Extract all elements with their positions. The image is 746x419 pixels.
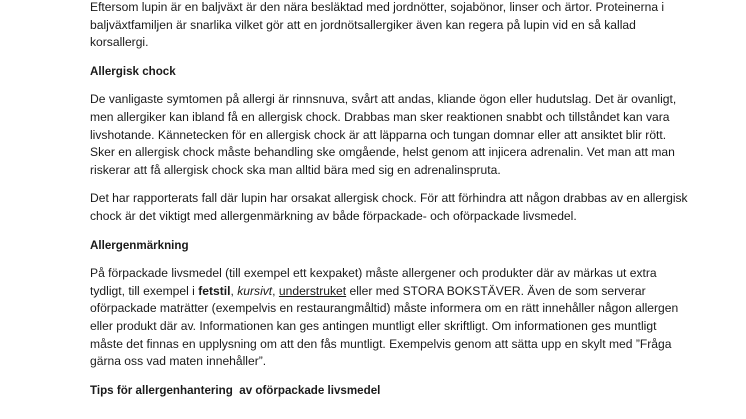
text-line: De vanligaste symtomen på allergi är rinnsnuva, svårt att andas, kliande ögon eller hudutslag. Det är ovanligt, — [90, 92, 677, 107]
text-line: oförpackade maträtter (exempelvis en restaurangmåltid) måste informera om en rätt innehåller någon allergen — [90, 301, 679, 316]
text-segment: tydligt, till exempel i — [90, 283, 199, 298]
text-line: eller produkt där av. Informationen kan ges antingen muntligt eller skriftligt. Om informationen ges muntligt — [90, 318, 657, 333]
text-segment: , — [230, 283, 238, 298]
text-line: gärna oss vad maten innehåller”. — [90, 354, 267, 369]
text-line: chock är det viktigt med allergenmärkning av både förpackade- och oförpackade livsmedel. — [90, 208, 577, 223]
chock-paragraph-2 — [90, 190, 690, 225]
text-line: Det har rapporterats fall där lupin har orsakat allergisk chock. För att förhindra att någon drabbas av en allergisk — [90, 191, 688, 206]
text-line: Sker en allergisk chock måste behandling ske omgående, helst genom att injicera adrenalin. Vet man att man — [90, 145, 675, 160]
marking-paragraph — [90, 265, 690, 371]
text-line: livshotande. Kännetecken för en allergisk chock är att läpparna och tungan domnar eller att ansiktet blir rött. — [90, 127, 667, 142]
section-heading-allergisk-chock: Allergisk chock — [90, 64, 176, 78]
text-line-formatted — [90, 283, 690, 301]
text-line: baljväxtfamiljen är snarlika vilket gör att en jordnötsallergiker även kan regera på lupin vid en så kallad — [90, 17, 636, 32]
document-body — [90, 0, 690, 399]
bold-example: fetstil — [198, 283, 231, 298]
text-segment: eller med STORA BOKSTÄVER. Även de som serverar — [346, 283, 646, 298]
section-heading-allergenmarkning: Allergenmärkning — [90, 238, 189, 252]
text-line: korsallergi. — [90, 35, 149, 50]
text-line: Eftersom lupin är en baljväxt är den nära besläktad med jordnötter, sojabönor, linser och ärtor. Proteinerna i — [90, 0, 665, 14]
underline-example: understruket — [278, 283, 347, 298]
text-segment: , — [272, 283, 279, 298]
intro-paragraph — [90, 0, 690, 52]
text-line: men allergiker kan ibland få en allergisk chock. Drabbas man sker reaktionen snabbt och tillståndet kan vara — [90, 109, 670, 124]
text-line: På förpackade livsmedel (till exempel ett kexpaket) måste allergener och produkter där av märkas ut extra — [90, 266, 657, 281]
italic-example: kursivt — [237, 283, 273, 298]
section-heading-tips: Tips för allergenhantering av oförpackade livsmedel — [90, 383, 381, 397]
text-line: riskerar att få allergisk chock ska man alltid bära med sig en adrenalinspruta. — [90, 162, 501, 177]
chock-paragraph-1 — [90, 91, 690, 179]
text-line: måste det finnas en upplysning om att den fås muntligt. Exempelvis genom att sätta upp en skylt med ”Fråga — [90, 336, 672, 351]
